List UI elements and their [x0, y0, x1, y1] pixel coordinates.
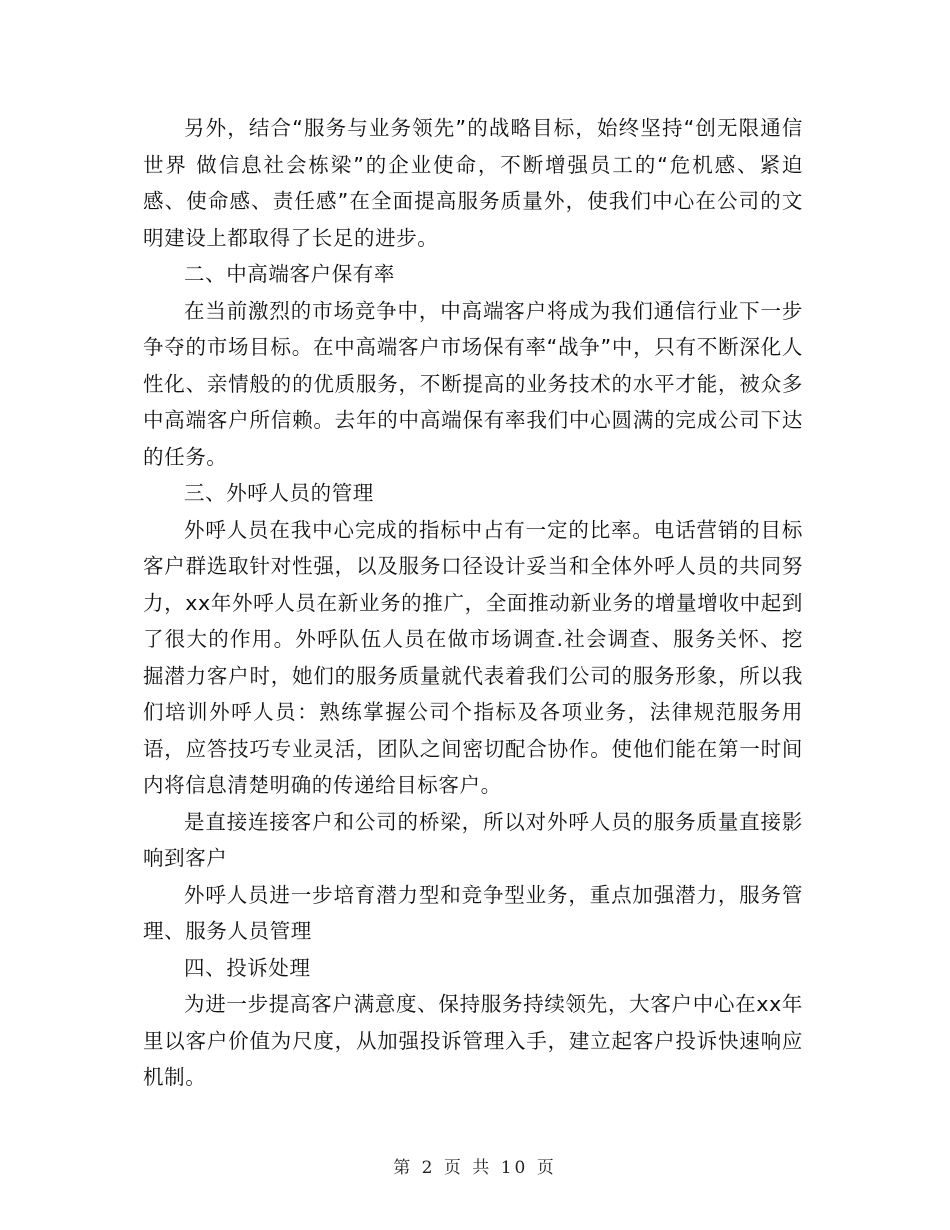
- section-heading-high-end-retention: 二、中高端客户保有率: [184, 262, 395, 286]
- paragraph-bridge: 是直接连接客户和公司的桥梁，所以对外呼人员的服务质量直接影响到客户: [143, 809, 803, 870]
- paragraph-high-end-retention: 在当前激烈的市场竞争中，中高端客户将成为我们通信行业下一步争夺的市场目标。在中高端客户市场保有率“战争”中，只有不断深化人性化、亲情般的的优质服务，不断提高的业务技术的水平才能，被众多中高端客户所信赖。去年的中高端保有率我们中心圆满的完成公司下达的任务。: [143, 298, 803, 469]
- document-body: [143, 110, 803, 1096]
- paragraph-intro: 另外，结合“服务与业务领先”的战略目标，始终坚持“创无限通信世界 做信息社会栋梁”的企业使命，不断增强员工的“危机感、紧迫感、使命感、责任感”在全面提高服务质量外，使我们中心在公司的文明建设上都取得了长足的进步。: [143, 116, 803, 250]
- section-heading-outbound-staff: 三、外呼人员的管理: [184, 481, 374, 505]
- section-heading-complaints: 四、投诉处理: [184, 955, 311, 980]
- paragraph-outbound-staff: 外呼人员在我中心完成的指标中占有一定的比率。电话营销的目标客户群选取针对性强，以及服务口径设计妥当和全体外呼人员的共同努力，xx年外呼人员在新业务的推广，全面推动新业务的增量增收中起到了很大的作用。外呼队伍人员在做市场调查.社会调查、服务关怀、挖掘潜力客户时，她们的服务质量就代表着我们公司的服务形象，所以我们培训外呼人员：熟练掌握公司个指标及各项业务，法律规范服务用语，应答技巧专业灵活，团队之间密切配合协作。使他们能在第一时间内将信息清楚明确的传递给目标客户。: [143, 517, 803, 797]
- paragraph-potential-business: 外呼人员进一步培育潜力型和竞争型业务，重点加强潜力，服务管理、服务人员管理: [143, 882, 803, 943]
- page-number-footer: 第 2 页 共 10 页: [393, 1158, 557, 1178]
- paragraph-complaints: 为进一步提高客户满意度、保持服务持续领先，大客户中心在xx年里以客户价值为尺度，从加强投诉管理入手，建立起客户投诉快速响应机制。: [143, 992, 803, 1089]
